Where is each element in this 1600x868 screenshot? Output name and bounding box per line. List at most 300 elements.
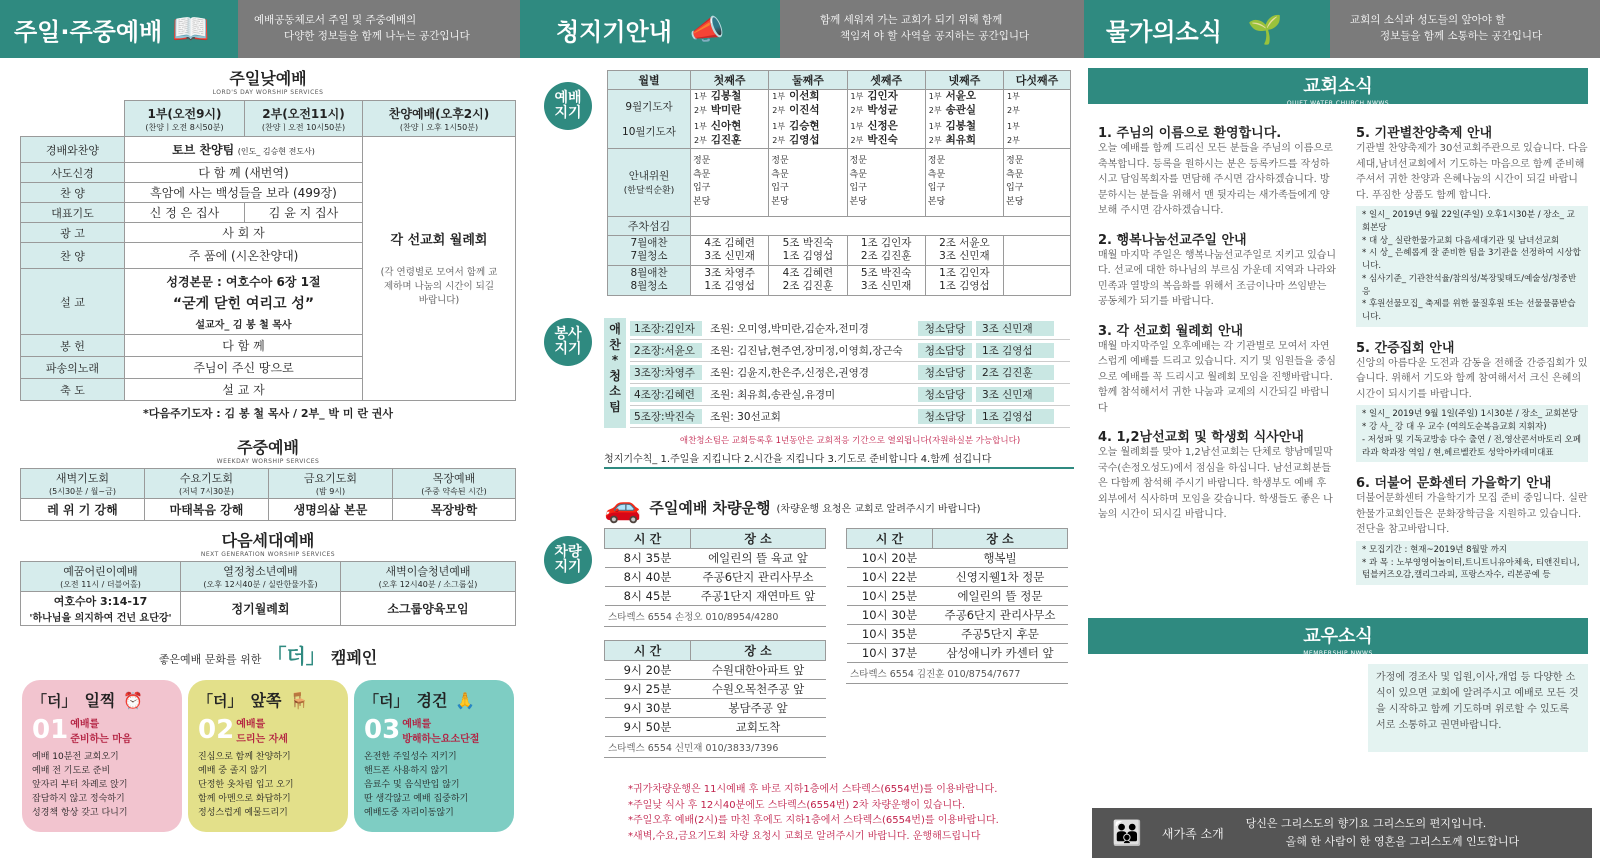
news-heading: 1. 주님의 이름으로 환영합니다. <box>1098 126 1282 141</box>
prayer-line <box>694 134 765 148</box>
row-label: 7월애찬 7월청소 <box>608 235 691 265</box>
guide-slot: 측문 <box>1006 169 1024 180</box>
news-item <box>1098 320 1338 417</box>
list-item: 단정한 옷차림 입고 오기 <box>198 779 294 790</box>
col-name: 새벽기도회 <box>55 472 110 485</box>
table-header-row <box>605 641 826 661</box>
prayer-table <box>607 70 1071 296</box>
table-row <box>847 587 1068 606</box>
table-cell: 교회도착 <box>691 718 826 737</box>
news-heading: 2. 행복나눔선교주일 안내 <box>1098 232 1247 248</box>
praise-desc: (각 연령별로 모여서 함께 교제하며 나눔의 시간이 되길 바랍니다) <box>380 267 498 306</box>
card-subtitle <box>402 715 479 745</box>
table-header-row <box>847 529 1068 549</box>
prayer-line <box>1007 104 1067 118</box>
guide-slot: 입구 <box>849 183 867 194</box>
member-header <box>1088 618 1588 657</box>
table-cell: 수원오목천주공 앞 <box>691 680 826 699</box>
list-item: 예배도중 자리이동않기 <box>364 807 454 818</box>
news-item <box>1356 337 1588 463</box>
cell-value: 마태복음 강해 <box>145 499 269 521</box>
sermon-text: 성경본문 : 여호수아 6장 1절 <box>166 274 321 289</box>
team-row <box>630 340 1070 362</box>
clean-value: 3조 신민재 <box>976 387 1054 402</box>
col-header: 시 간 <box>847 529 933 549</box>
col-header: 시 간 <box>605 641 691 661</box>
car-title-text: 주일예배 차량운행 <box>649 499 771 517</box>
col-header <box>245 101 363 137</box>
table-cell: 10시 22분 <box>847 568 933 587</box>
card-number: 03 <box>364 715 401 745</box>
family-hands-icon: 👪 <box>1112 819 1142 847</box>
table-cell: 봉담주공 앞 <box>691 699 826 718</box>
vertical-text: 애찬 * 청소팀 <box>609 322 621 414</box>
card-list <box>364 751 504 821</box>
label-line: (한달씩순환) <box>623 186 675 197</box>
news-item <box>1098 229 1338 310</box>
section-title: 주일낮예배 <box>229 69 307 88</box>
news-title: 교회소식 <box>1303 76 1373 97</box>
col-header: 장 소 <box>691 641 826 661</box>
prayer-name: 김인자 <box>867 90 898 102</box>
table-cell: 9시 30분 <box>605 699 691 718</box>
megaphone-icon: 📣 <box>689 12 725 46</box>
prayer-cell <box>925 90 1003 149</box>
part-label: 1부 <box>772 122 786 132</box>
card-sub-line: 예배를 <box>70 719 100 730</box>
col-header <box>21 562 181 592</box>
team-row <box>630 362 1070 384</box>
week-header: 첫째주 <box>690 71 768 90</box>
col-header: 장 소 <box>691 529 826 549</box>
prayer-line <box>929 120 1000 134</box>
label-line: 10월기도자 <box>622 125 676 138</box>
prayer-label-badge: 예배 지기 <box>544 82 592 130</box>
aechan-vertical-label <box>604 318 626 428</box>
col-sub: (찬양ㅣ오전 10시50분) <box>261 122 346 132</box>
clean-value: 3조 신민재 <box>976 321 1054 336</box>
list-item: 정성스럽게 예물드리기 <box>198 807 288 818</box>
table-cell: 행복빌 <box>933 549 1068 568</box>
news-heading: 5. 기관별찬양축제 안내 <box>1356 126 1493 141</box>
clean-value: 2조 김진훈 <box>976 365 1054 380</box>
guide-slot: 정문 <box>692 156 711 167</box>
prayer-line <box>772 104 843 118</box>
clean-value: 1조 김영섭 <box>976 409 1054 424</box>
header-desc <box>238 0 520 58</box>
detail-line: * 일시_ 2019년 9월 22일(주일) 오후1시30분 / 장소_ 교회본당 <box>1362 210 1575 233</box>
table-cell: 수원대한아파트 앞 <box>691 661 826 680</box>
service-note: 애찬청소팀은 교회등록후 1년동안은 교회적응 기간으로 열외됩니다(자원하실분 가능합니다) <box>679 436 1021 446</box>
empty-cell <box>21 101 125 137</box>
list-item: 성경책 항상 갖고 다니기 <box>32 807 128 818</box>
part-label: 2부 <box>928 135 942 145</box>
detail-line: * 심사기준_ 기관찬석율/참의성/복장및태도/예술성/청중반응 <box>1362 273 1577 297</box>
part-label: 2부 <box>772 135 786 145</box>
guide-slot: 입구 <box>927 183 946 194</box>
team-row <box>630 318 1070 340</box>
news-column-left <box>1098 112 1338 523</box>
praying-person-icon: 🙏 <box>455 691 476 710</box>
table-cell: 10시 30분 <box>847 606 933 625</box>
label-line: 9월기도자 <box>625 100 673 113</box>
table-cell: 9시 50분 <box>605 718 691 737</box>
prayer-name: 김영섭 <box>789 133 820 146</box>
list-item: 진심으로 함께 찬양하기 <box>198 752 291 762</box>
prayer-name: 박진숙 <box>867 133 898 146</box>
empty-cell <box>1004 235 1071 265</box>
news-detail-box <box>1356 405 1588 462</box>
guide-slot: 본당 <box>771 196 789 207</box>
aechan-cell: 1조 김인자 2조 김진훈 <box>847 235 925 265</box>
table-cell: 에일린의 뜰 육교 앞 <box>691 549 826 568</box>
service-label-badge: 봉사 지기 <box>544 318 592 366</box>
team-members: 조원: 최유희,송관실,유경미 <box>710 389 836 401</box>
team-leader: 5조장:박진숙 <box>630 409 702 424</box>
row-label: 봉 헌 <box>21 335 125 357</box>
week-header: 다섯째주 <box>1004 71 1071 90</box>
header-desc-line: 예배공동체로서 주일 및 주중예배의 <box>254 14 417 27</box>
guide-slot: 입구 <box>1006 183 1024 194</box>
card-subtitle <box>70 715 131 745</box>
col-header: 장 소 <box>933 529 1068 549</box>
part-label: 2부 <box>928 105 942 115</box>
row-value: 다 함 께 <box>125 335 363 357</box>
col-name: 찬양예배(오후2시) <box>388 106 490 121</box>
part-label: 1부 <box>850 92 864 101</box>
col-sub: (5시30분 / 월~금) <box>49 487 116 496</box>
nextgen-table <box>20 561 516 626</box>
news-detail-box <box>1356 206 1588 327</box>
news-item <box>1098 122 1338 219</box>
col-header: 시 간 <box>605 529 691 549</box>
header-steward <box>520 0 1084 58</box>
part-label: 1부 <box>1007 92 1020 101</box>
row-label: 광 고 <box>21 223 125 243</box>
prayer-line <box>772 120 843 134</box>
campaign-card <box>188 680 348 832</box>
detail-line: - 저성파 및 기독교방송 다수 출연 / 전,영산콘서바토리 오페라과 학과장 역임 / 현,헤르벨칸토 성악아카데미대표 <box>1362 434 1582 458</box>
table-cell: 에일린의 뜰 정문 <box>933 587 1068 606</box>
list-item: 예배 중 졸지 않기 <box>198 765 268 776</box>
guide-slot: 측문 <box>771 169 789 180</box>
table-cell: 주공6단지 관리사무소 <box>933 606 1068 625</box>
guide-slot: 입구 <box>692 183 711 194</box>
card-mark: 「더」 <box>198 692 243 710</box>
card-sub-line: 드리는 자세 <box>236 734 288 745</box>
bible-icon: 📖 <box>172 11 210 47</box>
news-item <box>1098 426 1338 523</box>
header-title <box>0 0 238 58</box>
cell-value: 레 위 기 강해 <box>21 499 145 521</box>
list-item: 앞자리 부터 차례로 앉기 <box>32 779 128 790</box>
detail-line: * 일시_ 2019년 9월 1일(주일) 1시30분 / 장소_ 교회본당 <box>1362 409 1578 420</box>
col-sub: (찬양ㅣ오전 8시50분) <box>145 122 224 132</box>
card-list <box>198 751 338 821</box>
guide-slot: 정문 <box>927 156 946 167</box>
part-label: 1부 <box>928 92 942 101</box>
table-cell: 10시 35분 <box>847 625 933 644</box>
table-cell: 8시 45분 <box>605 587 691 606</box>
part-label: 1부 <box>693 122 707 132</box>
clock-person-icon: ⏰ <box>123 691 144 710</box>
section-subtitle: LORD'S DAY WORSHIP SERVICES <box>212 89 324 96</box>
car-table-2 <box>604 640 826 758</box>
guide-slot: 본당 <box>849 196 867 207</box>
table-cell: 주공6단지 관리사무소 <box>691 568 826 587</box>
col-sub: (오후 12시40분 / 소그룹실) <box>378 580 478 589</box>
prayer-name: 박성균 <box>867 103 898 116</box>
list-item: 예배 전 기도로 준비 <box>32 765 111 776</box>
team-members: 조원: 김윤지,한은주,신정은,권영경 <box>710 367 869 379</box>
news-item <box>1356 122 1588 327</box>
prayer-name: 김승현 <box>789 120 820 133</box>
detail-line: * 과 목 : 노부영영어놀이터,트니트니유아체육, 티앤진티니, 텀블커즈오감,캘리그라피, 프랑스자수, 리본공예 등 <box>1362 557 1580 581</box>
list-item: 핸드폰 사용하지 않기 <box>364 765 448 776</box>
guide-slot: 측문 <box>927 169 946 180</box>
col-sub: (오전 11시 / 더블어홀) <box>60 580 141 589</box>
news-heading: 4. 1,2남선교회 및 학생회 식사안내 <box>1098 430 1304 445</box>
header-desc-line: 정보들을 함께 소통하는 공간입니다 <box>1380 30 1543 42</box>
card-title: 일찍 <box>84 691 116 710</box>
card-mark: 「더」 <box>32 692 77 710</box>
col-name: 금요기도회 <box>303 472 358 485</box>
driver-info: 스타렉스 6554 손정오 010/8954/4280 <box>604 606 826 627</box>
cell-value: 소그룹양육모임 <box>341 592 516 626</box>
team-leader: 2조장:서윤오 <box>630 343 702 358</box>
weekday-table <box>20 468 516 521</box>
prayer-line <box>929 104 1000 118</box>
driver-info: 스타렉스 6554 신민재 010/3833/7396 <box>604 737 826 758</box>
aechan-cell: 1조 김인자 1조 김영섭 <box>925 265 1003 295</box>
news-heading: 3. 각 선교회 월례회 안내 <box>1098 323 1244 339</box>
cell-value <box>21 592 181 626</box>
cell-value: 목장방학 <box>393 499 516 521</box>
row-value: 주님이 주신 땅으로 <box>125 357 363 379</box>
prayer-name: 신아현 <box>710 120 742 133</box>
row-label: 사도신경 <box>21 163 125 183</box>
row-value: 주 품에 (시온찬양대) <box>125 243 363 269</box>
table-row <box>605 718 826 737</box>
guide-slot: 측문 <box>692 169 711 180</box>
news-item <box>1356 472 1588 585</box>
team-members: 조원: 김진남,현주연,장미정,이영희,장근숙 <box>710 345 903 357</box>
service-team-list <box>630 318 1070 428</box>
prayer-line <box>929 134 1000 148</box>
car-icon: 🚗 <box>604 490 642 525</box>
card-sub-line: 방해하는요소단절 <box>402 734 480 745</box>
clean-label: 청소담당 <box>918 365 972 380</box>
week-header: 둘째주 <box>769 71 847 90</box>
header-desc-line: 다양한 정보들을 함께 나누는 공간입니다 <box>284 30 470 42</box>
header-news <box>1084 0 1600 58</box>
car-table <box>846 528 1068 663</box>
campaign-card <box>22 680 182 832</box>
list-item: 음료수 및 음식반입 않기 <box>364 779 460 790</box>
row-value: 사 회 자 <box>125 223 363 243</box>
table-row <box>605 661 826 680</box>
guide-slot: 입구 <box>771 183 789 194</box>
footer-line: 당신은 그리스도의 향기요 그리스도의 편지입니다. <box>1245 817 1487 831</box>
list-item: 예배 10분전 교회오기 <box>32 752 119 762</box>
col-name: 2부(오전11시) <box>262 106 345 121</box>
col-header <box>341 562 516 592</box>
row-label <box>608 90 691 149</box>
prayer-line <box>851 104 922 118</box>
prayer-name: 김봉철 <box>710 90 742 102</box>
guide-cell <box>925 148 1003 216</box>
footer-label: 새가족 소개 <box>1161 826 1224 841</box>
detail-line: * 모집기간 : 현재~2019년 8월말 까지 <box>1362 544 1508 555</box>
table-row <box>847 606 1068 625</box>
col-name: 1부(오전9시) <box>147 106 222 121</box>
prayer-line <box>694 104 765 118</box>
car-table-3 <box>846 528 1068 684</box>
guide-slot: 본당 <box>692 196 711 207</box>
part-label: 1부 <box>928 122 942 132</box>
driver-info: 스타렉스 6554 김진훈 010/8754/7677 <box>846 663 1068 684</box>
car-note: *귀가차량운행은 11시예배 후 바로 지하1층에서 스타렉스(6554번)를 이용바랍니다. <box>628 784 998 795</box>
col-header <box>269 469 393 499</box>
prayer-name: 이진석 <box>789 103 820 116</box>
card-title: 앞쪽 <box>250 691 282 710</box>
row-value <box>125 137 363 163</box>
col-sub: (저녁 7시30분) <box>179 487 234 496</box>
header-title-text: 주일·주중예배 <box>14 17 163 46</box>
prayer-name: 김진훈 <box>710 133 742 146</box>
row-label: 축 도 <box>21 379 125 401</box>
detail-line: * 강 사_ 강 대 우 교수 (여의도순복음교회 지휘자) <box>1362 422 1547 432</box>
table-row <box>605 568 826 587</box>
car-note: *주일오후 예배(2시)를 마친 후에도 지하1층에서 스타렉스(6554번)를 이용바랍니다. <box>628 815 999 826</box>
row-label: 찬 양 <box>21 183 125 203</box>
news-body: 더불어문화센터 가을학기가 모집 준비 중입니다. 실란한물가교회인들은 문화장학금을 지원하고 있습니다. 전단을 참고바랍니다. <box>1356 493 1588 536</box>
table-cell: 주공1단지 재연마트 앞 <box>691 587 826 606</box>
prayer-line <box>1007 134 1067 148</box>
table-row <box>605 587 826 606</box>
clean-label: 청소담당 <box>918 387 972 402</box>
row-value: 흑암에 사는 백성들을 보라 (499장) <box>125 183 363 203</box>
part-label: 1부 <box>850 122 864 132</box>
detail-line: * 후원선물모집_ 축제를 위한 물질후원 또는 선물물품받습니다. <box>1362 299 1576 322</box>
table-row <box>847 625 1068 644</box>
table-cell: 8시 35분 <box>605 549 691 568</box>
car-note: *주일낮 식사 후 12시40분에도 스타렉스(6554번) 2차 차량운행이 있습니다. <box>628 799 965 811</box>
section-subtitle: WEEKDAY WORSHIP SERVICES <box>216 458 320 465</box>
news-header <box>1088 68 1588 107</box>
row-label: 설 교 <box>21 269 125 335</box>
part-label: 2부 <box>693 135 707 145</box>
header-title <box>520 0 780 58</box>
list-item: 잡담하지 않고 정숙하기 <box>32 793 125 804</box>
aechan-cell: 4조 김혜련 2조 김진훈 <box>769 265 847 295</box>
member-text: 가정에 경조사 및 입원,이사,개업 등 다양한 소식이 있으면 교회에 알려주시고 예배로 모든 것을 시작하고 함께 기도하며 위로할 수 있도록 서로 소통하고 권면바랍니다. <box>1368 664 1588 752</box>
header-desc <box>1330 0 1600 58</box>
sermon-title: “굳게 닫힌 여리고 성” <box>172 295 315 312</box>
car-table <box>604 640 826 737</box>
header-desc <box>780 0 1084 58</box>
card-sub-line: 예배를 <box>236 719 266 730</box>
campaign-label: 캠페인 <box>330 648 378 667</box>
guide-slot: 정문 <box>849 156 867 167</box>
guide-cell <box>1004 148 1071 216</box>
cell-value: 정기월례회 <box>181 592 341 626</box>
table-cell: 10시 25분 <box>847 587 933 606</box>
praise-title: 각 선교회 월례회 <box>390 233 488 249</box>
table-cell: 9시 25분 <box>605 680 691 699</box>
plant-hand-icon: 🌱 <box>1247 12 1283 46</box>
guide-slot: 본당 <box>927 196 946 207</box>
section-title: 주중예배 <box>237 438 299 457</box>
prayer-line <box>772 90 843 104</box>
col-header <box>125 101 245 137</box>
col-name: 열정청소년예배 <box>223 565 298 578</box>
news-heading: 5. 간증집회 안내 <box>1356 340 1455 356</box>
member-subtitle: MEMBERSHIP NWWS <box>1303 650 1373 657</box>
praise-cell <box>363 137 516 401</box>
header-title <box>1084 0 1330 58</box>
prayer-line <box>1007 120 1067 134</box>
car-table <box>604 528 826 606</box>
weekday-section <box>20 435 516 521</box>
part-label: 2부 <box>772 105 786 115</box>
row-label: 찬 양 <box>21 243 125 269</box>
table-cell: 10시 37분 <box>847 644 933 663</box>
row-label: 8월애찬 8월청소 <box>608 265 691 295</box>
row-label: 대표기도 <box>21 203 125 223</box>
prayer-cell <box>769 90 847 149</box>
aechan-cell: 5조 박진숙 1조 김영섭 <box>769 235 847 265</box>
prayer-name: 송관실 <box>945 103 977 116</box>
campaign-pre: 좋은예배 문화를 위한 <box>158 653 262 666</box>
part-label: 2부 <box>850 135 864 145</box>
sunday-worship-section <box>20 66 516 421</box>
header-worship <box>0 0 520 58</box>
part-label: 2부 <box>850 105 864 115</box>
card-subtitle <box>236 715 288 745</box>
prayer-name: 이선희 <box>789 90 820 102</box>
table-row <box>605 680 826 699</box>
guide-slot: 정문 <box>771 156 789 167</box>
team-leader: 3조장:차영주 <box>630 365 702 380</box>
clean-value: 1조 김영섭 <box>976 343 1054 358</box>
aechan-cell: 4조 김혜련 3조 신민재 <box>690 235 768 265</box>
prayer-name: 박미란 <box>710 103 742 116</box>
team-row <box>630 384 1070 406</box>
row-value: 다 함 께 (새번역) <box>125 163 363 183</box>
prayer-cell <box>1004 90 1071 149</box>
header-title-text: 물가의소식 <box>1106 17 1222 46</box>
col-header <box>363 101 516 137</box>
header-desc-line: 함께 세워져 가는 교회가 되기 위해 함께 <box>820 14 1003 27</box>
table-cell: 주공5단지 후문 <box>933 625 1068 644</box>
aechan-cell: 3조 차영주 1조 김영섭 <box>690 265 768 295</box>
aechan-cell: 2조 서윤오 3조 신민재 <box>925 235 1003 265</box>
news-heading: 6. 더불어 문화센터 가을학기 안내 <box>1356 476 1552 492</box>
nextgen-section <box>20 528 516 626</box>
prayer-line <box>851 134 922 148</box>
steward-rules: 청지기수칙_ 1.주일을 지킵니다 2.시간을 지킵니다 3.기도로 준비합니다 4.함께 섬깁니다 <box>604 450 1074 469</box>
table-row <box>847 644 1068 663</box>
value-text: 토브 찬양팀 <box>172 143 235 157</box>
card-list <box>32 751 172 821</box>
guide-cell <box>769 148 847 216</box>
guide-slot: 정문 <box>1006 156 1024 167</box>
table-cell: 9시 20분 <box>605 661 691 680</box>
part-label: 2부 <box>1007 105 1020 115</box>
empty-cell <box>1004 265 1071 295</box>
campaign-card <box>354 680 514 832</box>
